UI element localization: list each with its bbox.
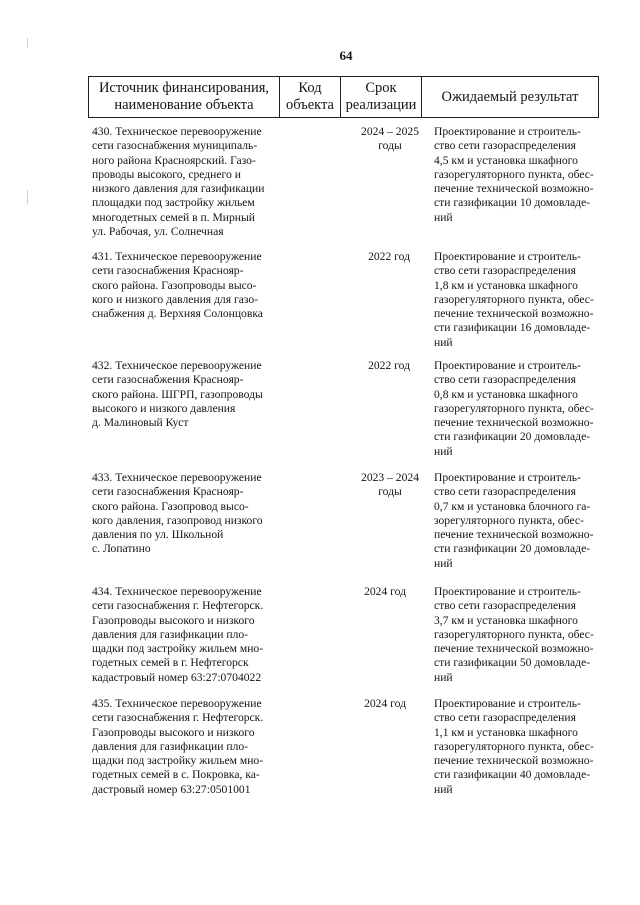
row-term: 2024 год bbox=[364, 697, 406, 710]
row-result: Проектирование и строитель- ство сети газораспределения 0,8 км и установка шкафного газорегуляторного пункта, обес- печение технической возможно- сти газификации 20 домовладе- ний bbox=[434, 359, 594, 458]
scan-mark bbox=[27, 190, 28, 204]
row-result: Проектирование и строитель- ство сети газораспределения 1,1 км и установка шкафного газорегуляторного пункта, обес- печение технической возможно- сти газификации 40 домовладе- ний bbox=[434, 697, 594, 796]
row-source: 435. Техническое перевооружение сети газоснабжения г. Нефтегорск. Газопроводы высокого и низкого давления для газификации пло- щадки под застройку жильем мно- годетных семей в с. Покровка, ка- дастровый номер 63:27:0501001 bbox=[92, 697, 264, 796]
header-result: Ожидаемый результат bbox=[422, 77, 599, 118]
row-term: 2022 год bbox=[368, 359, 410, 372]
row-source: 432. Техническое перевооружение сети газоснабжения Краснояр- ского района. ШГРП, газопроводы высокого и низкого давления д. Малиновый Куст bbox=[92, 359, 263, 430]
row-term: 2023 – 2024 годы bbox=[361, 471, 419, 499]
row-source: 433. Техническое перевооружение сети газоснабжения Краснояр- ского района. Газопровод высо- кого давления, газопровод низкого давления по ул. Школьной с. Лопатино bbox=[92, 471, 263, 556]
row-term: 2024 – 2025 годы bbox=[361, 125, 419, 153]
row-result: Проектирование и строитель- ство сети газораспределения 0,7 км и установка блочного га- зорегуляторного пункта, обес- печение технической возможно- сти газификации 20 домовладе- ний bbox=[434, 471, 594, 570]
row-source: 434. Техническое перевооружение сети газоснабжения г. Нефтегорск. Газопроводы высокого и низкого давления для газификации пло- щадки под застройку жильем мно- годетных семей в г. Нефтегорск кадастровый номер 63:27:0704022 bbox=[92, 585, 264, 684]
header-term: Срок реализации bbox=[341, 77, 422, 118]
row-source: 431. Техническое перевооружение сети газоснабжения Краснояр- ского района. Газопроводы высо- кого и низкого давления для газо- снабжения д. Верхняя Солонцовка bbox=[92, 250, 263, 321]
row-source: 430. Техническое перевооружение сети газоснабжения муниципаль- ного района Красноярский. Газо- проводы высокого, среднего и низкого давления для газификации площадки под застройку жильем многодетных семей в п. Мирный ул. Рабочая, ул. Солнечная bbox=[92, 125, 265, 239]
row-result: Проектирование и строитель- ство сети газораспределения 1,8 км и установка шкафного газорегуляторного пункта, обес- печение технической возможно- сти газификации 16 домовладе- ний bbox=[434, 250, 594, 349]
scan-mark bbox=[27, 38, 28, 48]
row-term: 2024 год bbox=[364, 585, 406, 598]
page-number: 64 bbox=[339, 48, 353, 63]
row-term: 2022 год bbox=[368, 250, 410, 263]
header-code: Код объекта bbox=[280, 77, 341, 118]
table-header bbox=[88, 76, 599, 118]
header-source: Источник финансирования, наименование объекта bbox=[89, 77, 280, 118]
row-result: Проектирование и строитель- ство сети газораспределения 4,5 км и установка шкафного газорегуляторного пункта, обес- печение технической возможно- сти газификации 10 домовладе- ний bbox=[434, 125, 594, 224]
row-result: Проектирование и строитель- ство сети газораспределения 3,7 км и установка шкафного газорегуляторного пункта, обес- печение технической возможно- сти газификации 50 домовладе- ний bbox=[434, 585, 594, 684]
